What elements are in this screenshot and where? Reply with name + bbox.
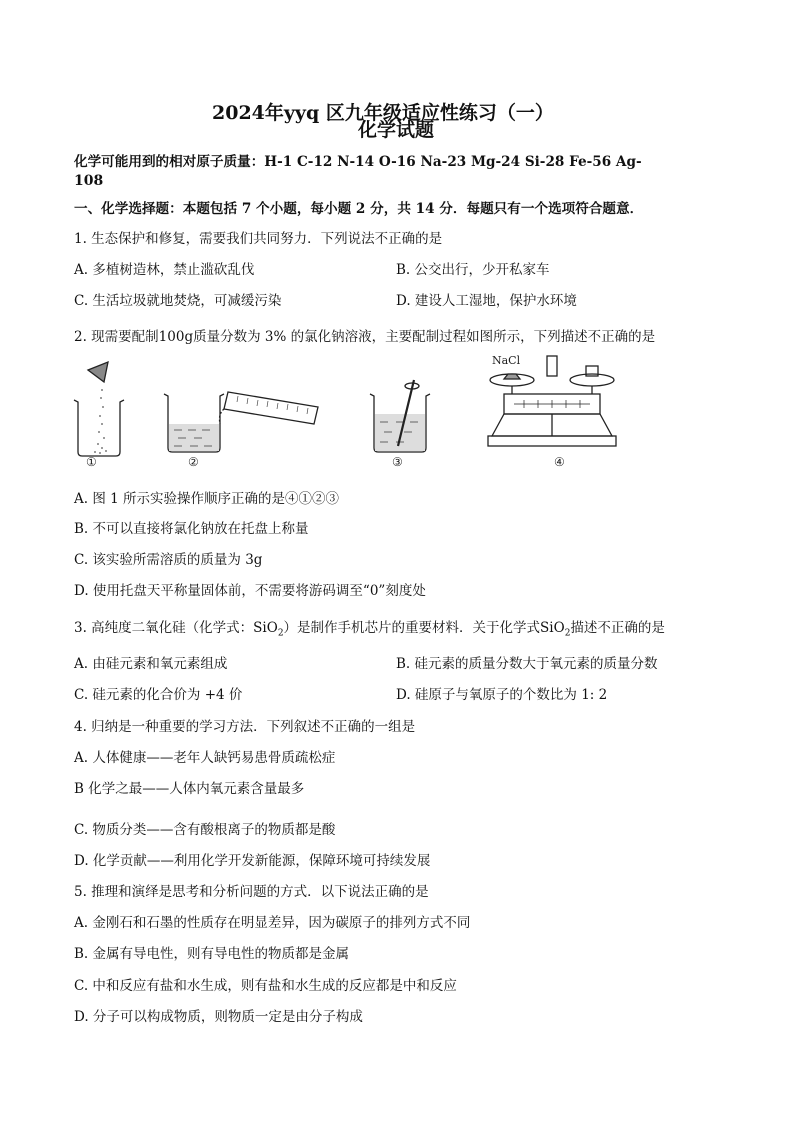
- q3-formula: SiO: [253, 620, 278, 636]
- q5-stem: 5. 推理和演绎是思考和分析问题的方式．以下说法正确的是: [74, 884, 429, 900]
- q1-option-a: A. 多植树造林，禁止滥砍乱伐: [74, 262, 255, 278]
- q2-stem-qty: 100g: [158, 329, 194, 345]
- q4-option-b: B 化学之最——人体内氧元素含量最多: [74, 781, 305, 797]
- q3-option-d: D. 硅原子与氧原子的个数比为 1: 2: [396, 687, 608, 703]
- q3-formula-sub-2: 2: [564, 628, 571, 639]
- q5-option-b: B. 金属有导电性，则有导电性的物质都是金属: [74, 946, 350, 962]
- section-heading: 一、化学选择题：本题包括 7 个小题，每小题 2 分，共 14 分．每题只有一个选项符合题意．: [74, 201, 644, 217]
- q1-option-d: D. 建设人工湿地，保护水环境: [396, 293, 577, 309]
- fig-label-2: ②: [188, 455, 199, 467]
- q3-option-a: A. 由硅元素和氧元素组成: [74, 656, 228, 672]
- q3-option-c: C. 硅元素的化合价为 +4 价: [74, 687, 243, 703]
- q5-option-a: A. 金刚石和石墨的性质存在明显差异，因为碳原子的排列方式不同: [74, 915, 471, 931]
- q3-stem: [74, 616, 665, 639]
- q1-option-b: B. 公交出行，少开私家车: [396, 262, 550, 278]
- q1-option-c: C. 生活垃圾就地焚烧，可减缓污染: [74, 293, 282, 309]
- q2-stem-pre: 2. 现需要配制: [74, 329, 159, 345]
- balance-scale-icon: [488, 354, 616, 446]
- q2-option-a: A. 图 1 所示实验操作顺序正确的是④①②③: [74, 491, 340, 507]
- page-title: 2024年yyq 区九年级适应性练习（一）: [212, 102, 554, 124]
- beaker-pouring-icon: [74, 362, 124, 456]
- atomic-masses-line2: 108: [74, 173, 104, 189]
- fig-label-1: ①: [86, 455, 97, 467]
- q2-stem-post: 质量分数为 3% 的氯化钠溶液，主要配制过程如图所示，下列描述不正确的是: [193, 329, 656, 345]
- fig-label-3: ③: [392, 455, 403, 467]
- q5-option-c: C. 中和反应有盐和水生成，则有盐和水生成的反应都是中和反应: [74, 978, 457, 994]
- q3-formula-2: SiO: [540, 620, 565, 636]
- q2-stem: [74, 325, 655, 345]
- q2-figure: [68, 352, 648, 467]
- fig-label-4: ④: [554, 455, 565, 467]
- q5-option-d: D. 分子可以构成物质，则物质一定是由分子构成: [74, 1009, 363, 1025]
- atomic-masses-line1: 化学可能用到的相对原子质量：H-1 C-12 N-14 O-16 Na-23 Mg-24 Si-28 Fe-56 Ag-: [74, 154, 642, 170]
- page-subtitle: 化学试题: [358, 119, 435, 141]
- q4-option-d: D. 化学贡献——利用化学开发新能源，保障环境可持续发展: [74, 853, 431, 869]
- beaker-cylinder-icon: [164, 392, 318, 452]
- q3-stem-post: 描述不正确的是: [570, 620, 665, 636]
- q3-option-b: B. 硅元素的质量分数大于氧元素的质量分数: [396, 656, 658, 672]
- q2-option-b: B. 不可以直接将氯化钠放在托盘上称量: [74, 521, 309, 537]
- q3-formula-sub: 2: [277, 628, 284, 639]
- q1-stem: 1. 生态保护和修复，需要我们共同努力．下列说法不正确的是: [74, 231, 443, 247]
- q3-stem-pre: 3. 高纯度二氧化硅（化学式：: [74, 620, 254, 636]
- q2-option-d: D. 使用托盘天平称量固体前，不需要将游码调至“0”刻度处: [74, 583, 426, 599]
- beaker-stirring-icon: [370, 380, 430, 452]
- q4-option-c: C. 物质分类——含有酸根离子的物质都是酸: [74, 822, 336, 838]
- q2-option-c: C. 该实验所需溶质的质量为 3g: [74, 552, 263, 568]
- q4-option-a: A. 人体健康——老年人缺钙易患骨质疏松症: [74, 750, 336, 766]
- nacl-label: NaCl: [492, 354, 521, 367]
- q4-stem: 4. 归纳是一种重要的学习方法．下列叙述不正确的一组是: [74, 719, 416, 735]
- q3-stem-mid: ）是制作手机芯片的重要材料．关于化学式: [283, 620, 541, 636]
